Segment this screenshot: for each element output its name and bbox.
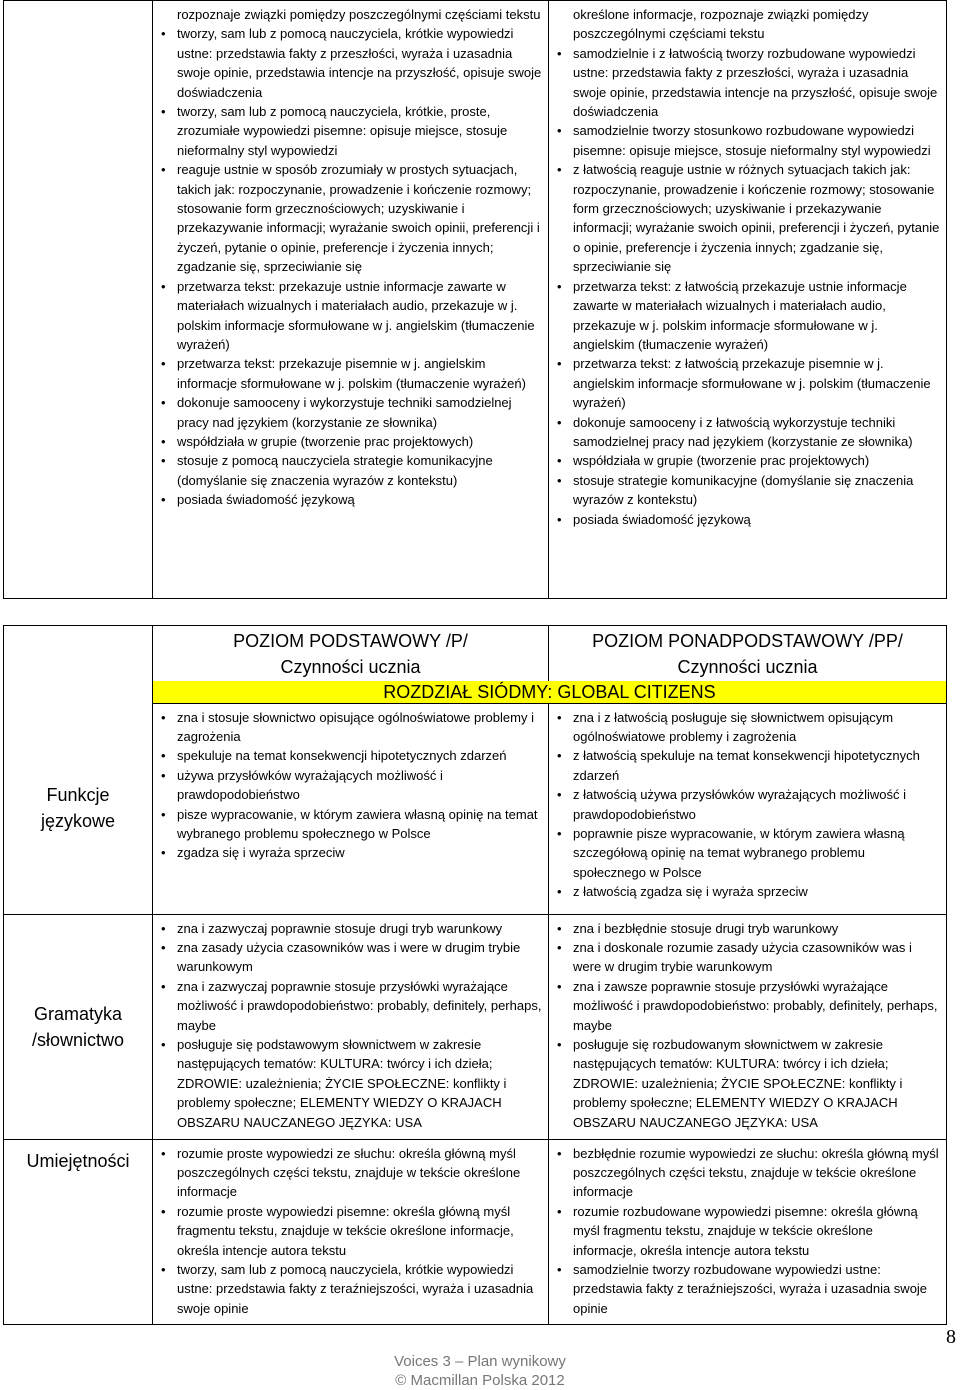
list-item: • współdziała w grupie (tworzenie prac projektowych) — [553, 451, 940, 470]
functions-basic-list — [157, 708, 542, 863]
chapter-banner: ROZDZIAŁ SIÓDMY: GLOBAL CITIZENS — [153, 681, 947, 704]
grammar-basic-cell — [153, 914, 549, 1139]
functions-advanced-list — [553, 708, 940, 902]
list-item: • z łatwością reaguje ustnie w różnych sytuacjach takich jak: rozpoczynanie, prowadzenie i kończenie rozmowy; stosowanie form grzecznościowych; uzyskiwanie i przekazywanie informacji; wyrażanie swoich opinii, preferencji i życzeń, pytanie o opinie, preferencje i życzenia innych; zgadzanie się, sprzeciwianie się — [553, 160, 940, 276]
page-number: 8 — [946, 1326, 956, 1348]
basic-level-subtitle: Czynności ucznia — [280, 657, 421, 677]
list-item: • pisze wypracowanie, w którym zawiera własną opinię na temat wybranego problemu społecznego w Polsce — [157, 805, 542, 844]
list-item: • samodzielnie tworzy stosunkowo rozbudowane wypowiedzi pisemne: opisuje miejsce, stosuje nieformalny styl wypowiedzi — [553, 121, 940, 160]
skills-basic-list — [157, 1144, 542, 1319]
grammar-advanced-list — [553, 919, 940, 1132]
basic-level-title: POZIOM PODSTAWOWY /P/ — [233, 631, 468, 651]
category-skills: Umiejętności — [4, 1139, 153, 1325]
list-item: • z łatwością spekuluje na temat konsekwencji hipotetycznych zdarzeń — [553, 746, 940, 785]
advanced-level-cell — [549, 1, 947, 599]
list-item: • posiada świadomość językową — [553, 510, 940, 529]
basic-level-cell — [153, 1, 549, 599]
list-item: • zgadza się i wyraża sprzeciw — [157, 843, 542, 862]
advanced-level-title: POZIOM PONADPODSTAWOWY /PP/ — [592, 631, 903, 651]
list-item: • posiada świadomość językową — [157, 490, 542, 509]
basic-level-header — [153, 626, 549, 681]
list-item: • z łatwością zgadza się i wyraża sprzeciw — [553, 882, 940, 901]
category-cell-empty — [4, 1, 153, 599]
list-item: • przetwarza tekst: przekazuje pisemnie w j. angielskim informacje sformułowane w j. polskim (tłumaczenie wyrażeń) — [157, 354, 542, 393]
list-item: • posługuje się rozbudowanym słownictwem w zakresie następujących tematów: KULTURA: twórcy i ich dzieła; ZDROWIE: uzależnienia; ŻYCIE SPOŁECZNE: konflikty i problemy społeczne; ELEMENTY WIEDZY O KRAJACH OBSZARU NAUCZANEGO JĘZYKA: USA — [553, 1035, 940, 1132]
list-item: • przetwarza tekst: przekazuje ustnie informacje zawarte w materiałach wizualnych i materiałach audio, przekazuje w j. polskim informacje sformułowane w j. angielskim (tłumaczenie wyrażeń) — [157, 277, 542, 355]
footer-title: Voices 3 – Plan wynikowy — [394, 1353, 566, 1370]
list-item: • zna i zazwyczaj poprawnie stosuje drugi tryb warunkowy — [157, 919, 542, 938]
basic-lead-text: rozpoznaje związki pomiędzy poszczególnymi częściami tekstu — [177, 7, 541, 22]
category-grammar: Gramatyka /słownictwo — [4, 914, 153, 1139]
list-item: • przetwarza tekst: z łatwością przekazuje pisemnie w j. angielskim informacje sformułowane w j. polskim (tłumaczenie wyrażeń) — [553, 354, 940, 412]
header-corner-cell — [4, 626, 153, 704]
grammar-advanced-cell — [549, 914, 947, 1139]
list-item: • współdziała w grupie (tworzenie prac projektowych) — [157, 432, 542, 451]
list-item: • dokonuje samooceny i wykorzystuje techniki samodzielnej pracy nad językiem (korzystanie ze słownika) — [157, 393, 542, 432]
list-item: • bezbłędnie rozumie wypowiedzi ze słuchu: określa główną myśl poszczególnych części tekstu, znajduje w tekście określone informacje — [553, 1144, 940, 1202]
skills-advanced-cell — [549, 1139, 947, 1325]
list-item: • reaguje ustnie w sposób zrozumiały w prostych sytuacjach, takich jak: rozpoczynanie, prowadzenie i kończenie rozmowy; stosowanie form grzecznościowych; uzyskiwanie i przekazywanie informacji; wyrażanie swoich opinii, preferencji i życzeń, pytanie o opinie, preferencje i życzenia innych; zgadzanie się, sprzeciwianie się — [157, 160, 542, 276]
skills-basic-cell — [153, 1139, 549, 1325]
list-item: • przetwarza tekst: z łatwością przekazuje ustnie informacje zawarte w materiałach wizualnych i materiałach audio, przekazuje w j. polskim informacje sformułowane w j. angielskim (tłumaczenie wyrażeń) — [553, 277, 940, 355]
list-item: • posługuje się podstawowym słownictwem w zakresie następujących tematów: KULTURA: twórcy i ich dzieła; ZDROWIE: uzależnienia; ŻYCIE SPOŁECZNE: konflikty i problemy społeczne; ELEMENTY WIEDZY O KRAJACH OBSZARU NAUCZANEGO JĘZYKA: USA — [157, 1035, 542, 1132]
advanced-level-subtitle: Czynności ucznia — [677, 657, 818, 677]
list-item: • z łatwością używa przysłówków wyrażających możliwość i prawdopodobieństwo — [553, 785, 940, 824]
list-item: • spekuluje na temat konsekwencji hipotetycznych zdarzeń — [157, 746, 542, 765]
list-item: • zna i z łatwością posługuje się słownictwem opisującym ogólnoświatowe problemy i zagrożenia — [553, 708, 940, 747]
list-item: • poprawnie pisze wypracowanie, w którym zawiera własną szczegółową opinię na temat wybranego problemu społecznego w Polsce — [553, 824, 940, 882]
chapter-table — [3, 625, 947, 1325]
list-item: • tworzy, sam lub z pomocą nauczyciela, krótkie wypowiedzi ustne: przedstawia fakty z teraźniejszości, wyraża i uzasadnia swoje opinie — [157, 1260, 542, 1318]
category-functions: Funkcje językowe — [4, 703, 153, 914]
functions-advanced-cell — [549, 703, 947, 914]
list-item: • samodzielnie i z łatwością tworzy rozbudowane wypowiedzi ustne: przedstawia fakty z przeszłości, wyraża i uzasadnia swoje opinie, przedstawia intencje na przyszłość, opisuje swoje doświadczenia — [553, 44, 940, 122]
list-item: • rozumie rozbudowane wypowiedzi pisemne: określa główną myśl fragmentu tekstu, znajduje w tekście określone informacje, określa intencje autora tekstu — [553, 1202, 940, 1260]
list-item: • dokonuje samooceny i z łatwością wykorzystuje techniki samodzielnej pracy nad językiem (korzystanie ze słownika) — [553, 413, 940, 452]
list-item: • stosuje z pomocą nauczyciela strategie komunikacyjne (domyślanie się znaczenia wyrazów z kontekstu) — [157, 451, 542, 490]
list-item: • zna zasady użycia czasowników was i were w drugim trybie warunkowym — [157, 938, 542, 977]
list-item: • tworzy, sam lub z pomocą nauczyciela, krótkie wypowiedzi ustne: przedstawia fakty z przeszłości, wyraża i uzasadnia swoje opinie, przedstawia intencje na przyszłość, opisuje swoje doświadczenia — [157, 24, 542, 102]
skills-advanced-list — [553, 1144, 940, 1319]
basic-skills-list — [157, 24, 542, 509]
list-item: • używa przysłówków wyrażających możliwość i prawdopodobieństwo — [157, 766, 542, 805]
list-item: • zna i zawsze poprawnie stosuje przysłówki wyrażające możliwość i prawdopodobieństwo: probably, definitely, perhaps, maybe — [553, 977, 940, 1035]
functions-basic-cell — [153, 703, 549, 914]
list-item: • samodzielnie tworzy rozbudowane wypowiedzi ustne: przedstawia fakty z teraźniejszości, wyraża i uzasadnia swoje opinie — [553, 1260, 940, 1318]
list-item: • zna i stosuje słownictwo opisujące ogólnoświatowe problemy i zagrożenia — [157, 708, 542, 747]
footer-copyright: © Macmillan Polska 2012 — [395, 1372, 565, 1389]
list-item: • zna i doskonale rozumie zasady użycia czasowników was i were w drugim trybie warunkowym — [553, 938, 940, 977]
list-item: • stosuje strategie komunikacyjne (domyślanie się znaczenia wyrazów z kontekstu) — [553, 471, 940, 510]
advanced-skills-list — [553, 44, 940, 529]
list-item: • rozumie proste wypowiedzi ze słuchu: określa główną myśl poszczególnych części tekstu, znajduje w tekście określone informacje — [157, 1144, 542, 1202]
list-item: • zna i bezbłędnie stosuje drugi tryb warunkowy — [553, 919, 940, 938]
grammar-basic-list — [157, 919, 542, 1132]
list-item: • zna i zazwyczaj poprawnie stosuje przysłówki wyrażające możliwość i prawdopodobieństwo: probably, definitely, perhaps, maybe — [157, 977, 542, 1035]
list-item: • rozumie proste wypowiedzi pisemne: określa główną myśl fragmentu tekstu, znajduje w tekście określone informacje, określa intencje autora tekstu — [157, 1202, 542, 1260]
advanced-level-header — [549, 626, 947, 681]
continuation-table — [3, 0, 947, 599]
advanced-lead-text: określone informacje, rozpoznaje związki pomiędzy poszczególnymi częściami tekstu — [573, 7, 869, 42]
list-item: • tworzy, sam lub z pomocą nauczyciela, krótkie, proste, zrozumiałe wypowiedzi pisemne: opisuje miejsce, stosuje nieformalny styl wypowiedzi — [157, 102, 542, 160]
